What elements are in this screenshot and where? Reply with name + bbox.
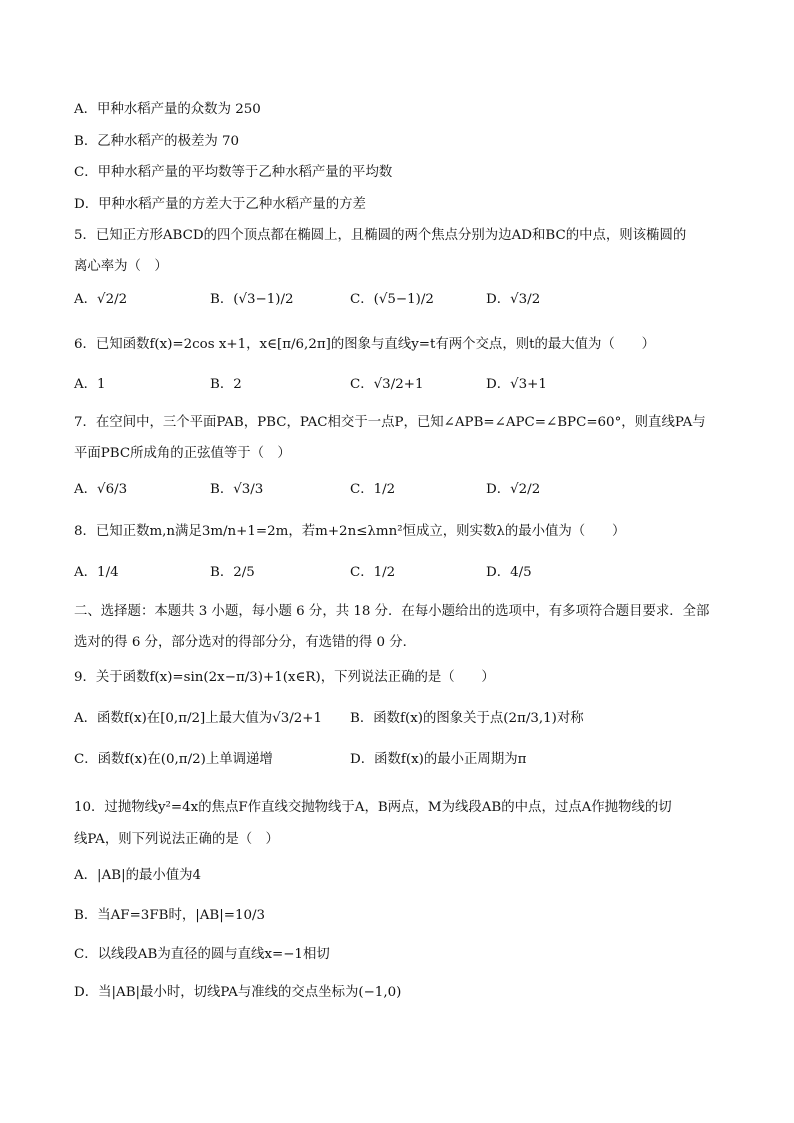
- q9-option-b[interactable]: B．函数f(x)的图象关于点(2π/3,1)对称: [350, 711, 584, 726]
- section2-heading-line1: 二、选择题：本题共 3 小题，每小题 6 分，共 18 分．在每小题给出的选项中，有多项符合题目要求．全部: [74, 604, 710, 619]
- q8-option-d[interactable]: D．4/5: [486, 565, 532, 580]
- q10-option-c[interactable]: C．以线段AB为直径的圆与直线x=−1相切: [74, 947, 330, 962]
- q4-option-c[interactable]: [74, 163, 392, 183]
- q4-option-d-text: D．甲种水稻产量的方差大于乙种水稻产量的方差: [74, 197, 366, 212]
- q6-option-a[interactable]: A．1: [74, 377, 106, 392]
- q6-option-b[interactable]: B．2: [210, 377, 242, 392]
- q5-option-b[interactable]: B．(√3−1)/2: [210, 292, 294, 307]
- q8-option-c[interactable]: C．1/2: [350, 565, 396, 580]
- q10-option-d[interactable]: D．当|AB|最小时，切线PA与准线的交点坐标为(−1,0): [74, 985, 402, 1000]
- q10-option-a[interactable]: A．|AB|的最小值为4: [74, 868, 202, 883]
- q6-stem: 6．已知函数f(x)=2cos x+1，x∈[π/6,2π]的图象与直线y=t有两个交点，则t的最大值为（ ）: [74, 337, 655, 352]
- q5-option-c[interactable]: C．(√5−1)/2: [350, 292, 434, 307]
- q9-option-c[interactable]: C．函数f(x)在(0,π/2)上单调递增: [74, 752, 273, 767]
- q4-option-b[interactable]: [74, 132, 239, 152]
- q6-option-d[interactable]: D．√3+1: [486, 377, 547, 392]
- q9-option-d[interactable]: D．函数f(x)的最小正周期为π: [350, 752, 527, 767]
- q7-option-d[interactable]: D．√2/2: [486, 482, 541, 497]
- q4-option-c-text: C．甲种水稻产量的平均数等于乙种水稻产量的平均数: [74, 165, 393, 180]
- q10-option-b[interactable]: B．当AF=3FB时，|AB|=10/3: [74, 908, 266, 923]
- q5-option-a[interactable]: A．√2/2: [74, 292, 128, 307]
- q4-option-b-text: B．乙种水稻产的极差为 70: [74, 134, 240, 149]
- q9-stem: 9．关于函数f(x)=sin(2x−π/3)+1(x∈R)，下列说法正确的是（ ）: [74, 670, 495, 685]
- q8-stem: 8．已知正数m,n满足3m/n+1=2m，若m+2n≤λmn²恒成立，则实数λ的最小值为（ ）: [74, 524, 626, 539]
- q7-stem-line1: 7．在空间中，三个平面PAB，PBC，PAC相交于一点P，已知∠APB=∠APC=∠BPC=60°，则直线PA与: [74, 415, 706, 430]
- q5-stem-line2: 离心率为（ ）: [74, 259, 168, 274]
- q7-option-a[interactable]: A．√6/3: [74, 482, 128, 497]
- section2-heading-line2: 选对的得 6 分，部分选对的得部分分，有选错的得 0 分．: [74, 635, 417, 650]
- q10-stem-line2: 线PA，则下列说法正确的是（ ）: [74, 832, 279, 847]
- q5-option-d[interactable]: D．√3/2: [486, 292, 541, 307]
- q4-option-d[interactable]: [74, 195, 366, 215]
- q7-option-b[interactable]: B．√3/3: [210, 482, 264, 497]
- q8-option-a[interactable]: A．1/4: [74, 565, 119, 580]
- q4-option-a[interactable]: [74, 100, 261, 120]
- q6-option-c[interactable]: C．√3/2+1: [350, 377, 424, 392]
- q10-stem-line1: 10．过抛物线y²=4x的焦点F作直线交抛物线于A，B两点，M为线段AB的中点，过点A作抛物线的切: [74, 800, 672, 815]
- q8-option-b[interactable]: B．2/5: [210, 565, 255, 580]
- q7-stem-line2: 平面PBC所成角的正弦值等于（ ）: [74, 446, 291, 461]
- q9-option-a[interactable]: A．函数f(x)在[0,π/2]上最大值为√3/2+1: [74, 711, 323, 726]
- q4-option-a-text: A．甲种水稻产量的众数为 250: [74, 102, 261, 117]
- q5-stem-line1: 5．已知正方形ABCD的四个顶点都在椭圆上，且椭圆的两个焦点分别为边AD和BC的中点，则该椭圆的: [74, 228, 687, 243]
- q7-option-c[interactable]: C．1/2: [350, 482, 396, 497]
